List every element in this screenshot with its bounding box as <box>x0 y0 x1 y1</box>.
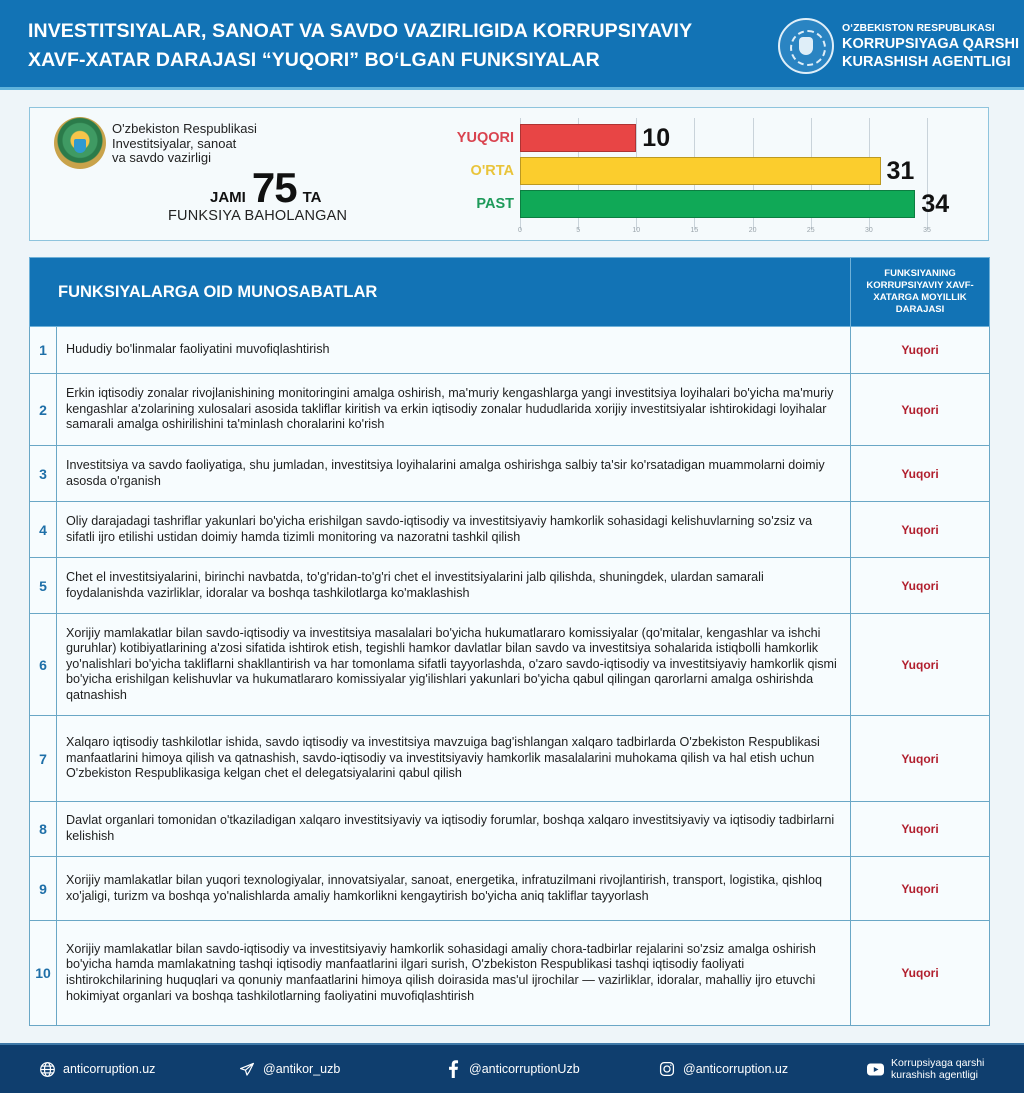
risk-level-badge: Yuqori <box>851 921 990 1026</box>
row-number: 4 <box>30 502 57 558</box>
risk-level-badge: Yuqori <box>851 614 990 716</box>
row-number: 7 <box>30 716 57 802</box>
function-description: Investitsiya va savdo faoliyatiga, shu jumladan, investitsiya loyihalarini amalga oshirishga salbiy ta'sir ko'rsatadigan muammolarni doimiy asosda o'rganish <box>57 446 851 502</box>
facebook-icon <box>444 1060 462 1078</box>
function-description: Xalqaro iqtisodiy tashkilotlar ishida, savdo iqtisodiy va investitsiya mavzuiga bag'ishlangan xalqaro tadbirlarda O'zbekiston Respublikasi manfaatlarini himoya qilish va qatnashish, savdo-iqtisodiy va investitsiyaviy hamkorlik masalalarini muhokama qilish va hal etish uchun O'zbekiston Respublikasiga kelgan chet el delegatsiyalarini qabul qilish <box>57 716 851 802</box>
row-number: 2 <box>30 374 57 446</box>
bar-row <box>430 157 970 185</box>
ministry-emblem-icon <box>54 117 106 169</box>
bar-value-label: 34 <box>921 190 950 218</box>
bar-row <box>430 124 970 152</box>
function-description: Chet el investitsiyalarini, birinchi navbatda, to'g'ridan-to'g'ri chet el investitsiyalarini jalb qilishda, shuningdek, ulardan samarali foydalanishda vazirliklar, idoralar va boshqa tashkilotlarga ko'maklashish <box>57 558 851 614</box>
bar-category-label: O'RTA <box>470 163 514 179</box>
header-risk-level: FUNKSIYANING KORRUPSIYAVIY XAVF-XATARGA MOYILLIK DARAJASI <box>851 258 990 327</box>
x-tick-label: 10 <box>632 227 641 234</box>
row-number: 6 <box>30 614 57 716</box>
x-tick-label: 5 <box>576 227 581 234</box>
row-number: 9 <box>30 857 57 921</box>
summary-panel <box>29 107 989 241</box>
bar <box>520 124 636 152</box>
functions-table <box>29 257 989 1026</box>
row-number: 8 <box>30 802 57 857</box>
risk-level-badge: Yuqori <box>851 502 990 558</box>
table-header-row <box>30 258 990 327</box>
bar-value-label: 10 <box>642 124 671 152</box>
footer-website-text: anticorruption.uz <box>63 1062 156 1076</box>
agency-name <box>842 21 1019 71</box>
agency-country: O‘ZBEKISTON RESPUBLIKASI <box>842 22 995 34</box>
table-row <box>30 716 990 802</box>
table-row <box>30 446 990 502</box>
ministry-name-line-2: Investitsiyalar, sanoat <box>112 135 237 151</box>
header-functions: FUNKSIYALARGA OID MUNOSABATLAR <box>30 258 851 327</box>
risk-level-badge: Yuqori <box>851 374 990 446</box>
x-tick-label: 30 <box>864 227 873 234</box>
x-tick-label: 20 <box>748 227 757 234</box>
table-row <box>30 374 990 446</box>
row-number: 1 <box>30 327 57 374</box>
table-row <box>30 558 990 614</box>
table-row <box>30 857 990 921</box>
ministry-name-line-3: va savdo vazirligi <box>112 150 211 165</box>
row-number: 5 <box>30 558 57 614</box>
footer-instagram-text: @anticorruption.uz <box>683 1062 789 1076</box>
bar-value-label: 31 <box>886 157 915 185</box>
youtube-icon <box>866 1060 884 1078</box>
youtube-channel-line-1: Korrupsiyaga qarshi <box>891 1056 985 1069</box>
footer-youtube[interactable] <box>866 1045 984 1093</box>
function-description: Davlat organlari tomonidan o'tkaziladigan xalqaro investitsiyaviy va iqtisodiy forumlar, boshqa xalqaro investitsiyaviy va iqtisodiy tadbirlarni kelishish <box>57 802 851 857</box>
total-value: 75 <box>251 164 297 211</box>
x-tick-label: 35 <box>923 227 931 234</box>
function-description: Xorijiy mamlakatlar bilan yuqori texnologiyalar, innovatsiyalar, sanoat, energetika, infratuzilmani rivojlantirish, transport, logistika, qishloq xo'jaligi, turizm va boshqa yo'nalishlarda amaliy hamkorlikni kengaytirish bo'yicha aniq takliflar tayyorlash <box>57 857 851 921</box>
risk-level-badge: Yuqori <box>851 446 990 502</box>
page-header <box>0 0 1024 90</box>
total-caption: FUNKSIYA BAHOLANGAN <box>168 208 348 224</box>
agency-logo-block <box>778 16 1019 76</box>
ministry-name <box>112 122 257 166</box>
footer-facebook-text: @anticorruptionUzb <box>469 1062 580 1076</box>
function-description: Oliy darajadagi tashriflar yakunlari bo'yicha erishilgan savdo-iqtisodiy va investitsiyaviy hamkorlik sohasidagi kelishuvlarning so'zsiz va sifatli ijro etilishi ustidan doimiy hamda tizimli monitoring va nazoratni tashkil qilish <box>57 502 851 558</box>
telegram-icon <box>238 1060 256 1078</box>
table-row <box>30 327 990 374</box>
total-suffix: TA <box>302 189 322 206</box>
page-footer <box>0 1043 1024 1093</box>
bar <box>520 190 915 218</box>
total-count <box>210 166 321 210</box>
bar <box>520 157 881 185</box>
total-prefix: JAMI <box>210 189 246 206</box>
x-tick-label: 25 <box>806 227 815 234</box>
title-line-2: XAVF-XATAR DARAJASI “YUQORI” BO‘LGAN FUNKSIYALAR <box>28 49 600 71</box>
table-row <box>30 921 990 1026</box>
risk-level-bar-chart <box>430 108 970 240</box>
function-description: Erkin iqtisodiy zonalar rivojlanishining monitoringini amalga oshirish, ma'muriy kengashlarga yangi investitsiya loyihalari bo'yicha ma'muriy kengashlar a'zolarining xulosalari asosida takliflar kiritish va erkin iqtisodiy zonalar hududlarida xorijiy investitsiyalar ishtirokidagi loyihalar samarali amalga oshirilishini ta'minlash choralarini ko'rish <box>57 374 851 446</box>
footer-facebook[interactable] <box>444 1045 580 1093</box>
state-emblem-icon <box>778 18 834 74</box>
title-line-1: INVESTITSIYALAR, SANOAT VA SAVDO VAZIRLIGIDA KORRUPSIYAVIY <box>28 20 693 42</box>
risk-level-badge: Yuqori <box>851 327 990 374</box>
instagram-icon <box>658 1060 676 1078</box>
row-number: 10 <box>30 921 57 1026</box>
x-tick-label: 0 <box>518 227 522 234</box>
function-description: Xorijiy mamlakatlar bilan savdo-iqtisodiy va investitsiyaviy hamkorlik sohasidagi amaliy chora-tadbirlar rejalarini so'zsiz amalga oshirish bo'yicha hamda mamlakatning tashqi iqtisodiy manfaatlarini ilgari surish, O'zbekiston Respublikasi tashqi iqtisodiy faoliyati ishtirokchilarining huquqlari va qonuniy manfaatlarini himoya qilish doirasida mas'ul ijrochilar — vazirliklar, idoralar, mahalliy ijro etuvchi hokimiyat organlari va boshqa tashkilotlarning faoliyatini muvofiqlashtirish <box>57 921 851 1026</box>
x-tick-label: 15 <box>690 227 699 234</box>
risk-level-badge: Yuqori <box>851 857 990 921</box>
row-number: 3 <box>30 446 57 502</box>
ministry-name-line-1: O'zbekiston Respublikasi <box>112 121 257 136</box>
page-title <box>28 17 758 75</box>
risk-level-badge: Yuqori <box>851 716 990 802</box>
table-row <box>30 802 990 857</box>
risk-level-badge: Yuqori <box>851 558 990 614</box>
youtube-channel-line-2: kurashish agentligi <box>891 1069 978 1081</box>
agency-name-line-1: KORRUPSIYAGA QARSHI <box>842 36 1019 52</box>
agency-name-line-2: KURASHISH AGENTLIGI <box>842 54 1011 70</box>
footer-youtube-text <box>891 1057 984 1082</box>
bar-category-label: PAST <box>476 196 514 212</box>
footer-website[interactable] <box>38 1045 155 1093</box>
footer-telegram-text: @antikor_uzb <box>263 1062 341 1076</box>
risk-level-badge: Yuqori <box>851 802 990 857</box>
footer-instagram[interactable] <box>658 1045 788 1093</box>
footer-telegram[interactable] <box>238 1045 340 1093</box>
table-row <box>30 502 990 558</box>
bar-category-label: YUQORI <box>456 130 514 146</box>
function-description: Hududiy bo'linmalar faoliyatini muvofiqlashtirish <box>57 327 851 374</box>
table-row <box>30 614 990 716</box>
function-description: Xorijiy mamlakatlar bilan savdo-iqtisodiy va investitsiya masalalari bo'yicha hukumatlararo komissiyalar (qo'mitalar, kengashlar va ishchi guruhlar) kotibiyatlarining a'zosi sifatida ishtirok etish, tegishli hamkor davlatlar bilan savdo va investitsiya sohalarida istiqbolli hamkorlik yo'nalishlari bo'yicha takliflarni shakllantirish va har tomonlama sifatli tayyorlashda, o'zaro savdo-iqtisodiy va investitsiyaviy hamkorlik qismi bo'yicha erishilgan kelishuvlar va hukumatlararo komissiyalar yig'ilishlari yakunlari bo'yicha qabul qilingan qarorlarni amalga oshirishda qatnashish <box>57 614 851 716</box>
bar-row <box>430 190 970 218</box>
globe-icon <box>38 1060 56 1078</box>
